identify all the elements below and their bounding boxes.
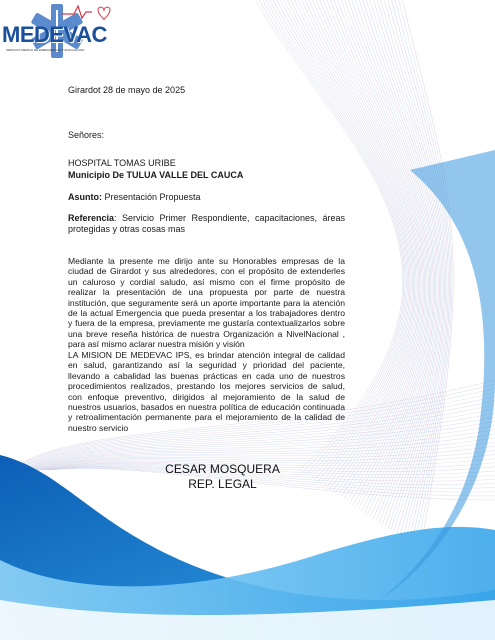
signature-name: CESAR MOSQUERA — [165, 462, 280, 476]
heartbeat-icon — [62, 2, 112, 22]
recipient-municipio: Municipio De TULUA VALLE DEL CAUCA — [68, 170, 244, 180]
body-paragraph-1: Mediante la presente me dirijo ante su Honorables empresas de la ciudad de Girardot y sus alrededores, con el propósito de extenderles un caluroso y cordial saludo, así mismo con el firme propósito de realizar la presentación de una propuesta por parte de nuestra institución, que seguramente será un aporte importante para la atención de la actual Emergencia que pueda presentar a los trabajadores dentro y fuera de la empresa, previamente me gustaría contextualizarlos sobre una breve reseña histórica de nuestra Organización a NivelNacional , para así mismo aclarar nuestra misión y visión — [68, 256, 345, 350]
letter-greeting: Señores: — [68, 130, 105, 140]
decorative-curve-line — [338, 0, 432, 517]
signature-title: REP. LEGAL — [188, 477, 257, 491]
reference-text: : Servicio Primer Respondiente, capacitaciones, áreas protegidas y otras cosas mas — [68, 213, 345, 234]
company-logo — [0, 0, 110, 70]
subject-line — [68, 192, 345, 202]
subject-text: Presentación Propuesta — [102, 192, 201, 202]
body-paragraph-2: LA MISION DE MEDEVAC IPS, es brindar atención integral de calidad en salud, garantizando así la seguridad y prioridad del paciente, llevando a cabalidad las buenas prácticas en cada uno de nuestros procedimientos realizados, prestando los mejores servicios de salud, con enfoque preventivo, dirigidos al mejoramiento de la salud de nuestros usuarios, basados en nuestra política de educación continuada y retroalimentación permanente para el mejoramiento de la calidad de nuestro servicio — [68, 350, 345, 433]
logo-tagline: SERVICIO MEDICO DE EMERGENCIAS Y EVACUACION — [6, 48, 85, 52]
reference-label: Referencia — [68, 213, 115, 223]
letter-date: Girardot 28 de mayo de 2025 — [68, 85, 186, 95]
recipient-hospital: HOSPITAL TOMAS URIBE — [68, 158, 176, 168]
logo-wordmark: MEDEVAC — [2, 22, 107, 47]
decorative-curve-line — [349, 0, 436, 523]
reference-line — [68, 213, 345, 235]
subject-label: Asunto: — [68, 192, 102, 202]
